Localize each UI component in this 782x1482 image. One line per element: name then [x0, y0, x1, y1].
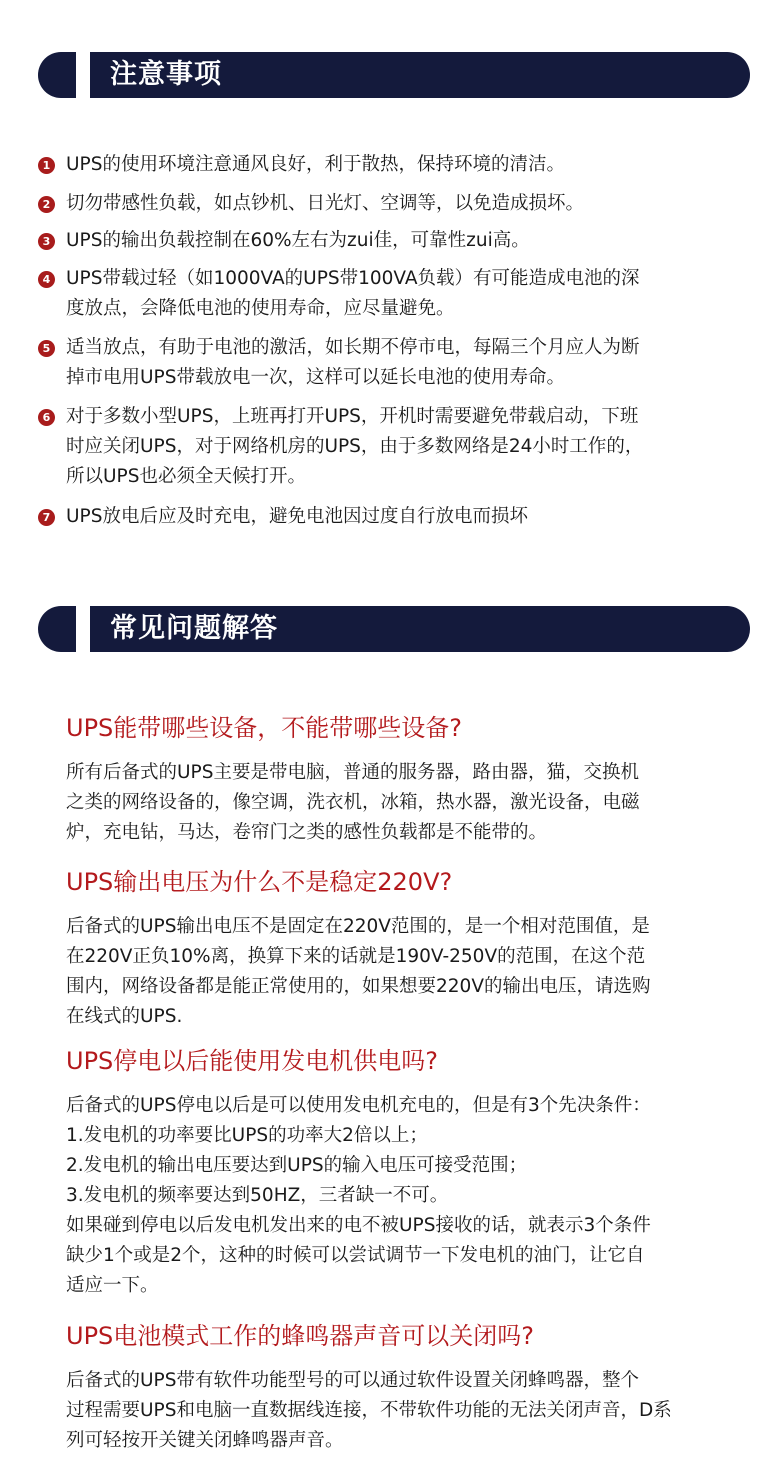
note-text-line: UPS的输出负载控制在60%左右为zui佳，可靠性zui高。 — [66, 230, 530, 251]
faq-question: UPS输出电压为什么不是稳定220V? — [66, 868, 453, 896]
faq-item — [66, 1045, 736, 1301]
note-text-line: 对于多数小型UPS，上班再打开UPS，开机时需要避免带载启动，下班 — [66, 406, 639, 427]
faq-section-header — [38, 606, 750, 652]
faq-answer — [66, 1366, 736, 1456]
note-text-line: 度放点，会降低电池的使用寿命，应尽量避免。 — [66, 298, 455, 319]
faq-answer-line: 过程需要UPS和电脑一直数据线连接，不带软件功能的无法关闭声音，D系 — [66, 1400, 672, 1421]
faq-answer-line: 在220V正负10%离，换算下来的话就是190V-250V的范围，在这个范 — [66, 946, 646, 967]
number-badge-icon: 4 — [38, 271, 55, 288]
faq-question: UPS停电以后能使用发电机供电吗? — [66, 1047, 439, 1075]
faq-answer — [66, 1091, 736, 1301]
header-bar-cap — [38, 606, 76, 652]
faq-answer-line: 适应一下。 — [66, 1275, 159, 1296]
note-text-line: 时应关闭UPS，对于网络机房的UPS，由于多数网络是24小时工作的， — [66, 436, 644, 457]
faq-answer-line: 3.发电机的频率要达到50HZ，三者缺一不可。 — [66, 1185, 449, 1206]
faq-question: UPS电池模式工作的蜂鸣器声音可以关闭吗? — [66, 1322, 535, 1350]
faq-answer-line: 在线式的UPS. — [66, 1006, 183, 1027]
notes-section-header — [38, 52, 750, 98]
note-item — [38, 402, 643, 492]
header-bar-cap — [38, 52, 76, 98]
number-badge-icon: 1 — [38, 157, 55, 174]
note-text-line: 所以UPS也必须全天候打开。 — [66, 466, 306, 487]
faq-question: UPS能带哪些设备，不能带哪些设备? — [66, 714, 463, 742]
faq-answer-line: 列可轻按开关键关闭蜂鸣器声音。 — [66, 1430, 344, 1451]
number-badge-icon: 5 — [38, 340, 55, 357]
faq-answer — [66, 912, 736, 1032]
note-text-line: 掉市电用UPS带载放电一次，这样可以延长电池的使用寿命。 — [66, 367, 565, 388]
faq-answer-line: 后备式的UPS带有软件功能型号的可以通过软件设置关闭蜂鸣器，整个 — [66, 1370, 639, 1391]
faq-item — [66, 712, 736, 848]
faq-item — [66, 1320, 736, 1456]
note-item — [38, 264, 640, 324]
faq-answer-line: 后备式的UPS输出电压不是固定在220V范围的，是一个相对范围值，是 — [66, 916, 650, 937]
faq-item — [66, 866, 736, 1032]
note-text-line: 适当放点，有助于电池的激活，如长期不停市电，每隔三个月应人为断 — [66, 337, 640, 358]
note-item — [38, 502, 528, 532]
faq-answer-line: 如果碰到停电以后发电机发出来的电不被UPS接收的话，就表示3个条件 — [66, 1215, 651, 1236]
number-badge-icon: 2 — [38, 196, 55, 213]
note-item — [38, 150, 565, 180]
note-item — [38, 226, 530, 256]
faq-title: 常见问题解答 — [110, 613, 278, 644]
number-badge-icon: 3 — [38, 233, 55, 250]
faq-answer-line: 后备式的UPS停电以后是可以使用发电机充电的，但是有3个先决条件： — [66, 1095, 651, 1116]
faq-answer-line: 2.发电机的输出电压要达到UPS的输入电压可接受范围； — [66, 1155, 528, 1176]
faq-answer-line: 所有后备式的UPS主要是带电脑，普通的服务器，路由器，猫，交换机 — [66, 762, 639, 783]
faq-answer — [66, 758, 736, 848]
note-text-line: UPS放电后应及时充电，避免电池因过度自行放电而损坏 — [66, 506, 528, 527]
note-item — [38, 189, 584, 219]
note-text-line: UPS带载过轻（如1000VA的UPS带100VA负载）有可能造成电池的深 — [66, 268, 640, 289]
note-text-line: UPS的使用环境注意通风良好，利于散热，保持环境的清洁。 — [66, 154, 565, 175]
notes-title: 注意事项 — [110, 59, 222, 90]
note-text-line: 切勿带感性负载，如点钞机、日光灯、空调等，以免造成损坏。 — [66, 193, 585, 214]
faq-answer-line: 1.发电机的功率要比UPS的功率大2倍以上； — [66, 1125, 428, 1146]
faq-answer-line: 之类的网络设备的，像空调，洗衣机，冰箱，热水器，激光设备，电磁 — [66, 792, 640, 813]
faq-answer-line: 炉，充电钻，马达，卷帘门之类的感性负载都是不能带的。 — [66, 822, 548, 843]
faq-answer-line: 围内，网络设备都是能正常使用的，如果想要220V的输出电压，请选购 — [66, 976, 651, 997]
number-badge-icon: 7 — [38, 509, 55, 526]
note-item — [38, 333, 640, 393]
faq-answer-line: 缺少1个或是2个，这种的时候可以尝试调节一下发电机的油门，让它自 — [66, 1245, 645, 1266]
number-badge-icon: 6 — [38, 409, 55, 426]
